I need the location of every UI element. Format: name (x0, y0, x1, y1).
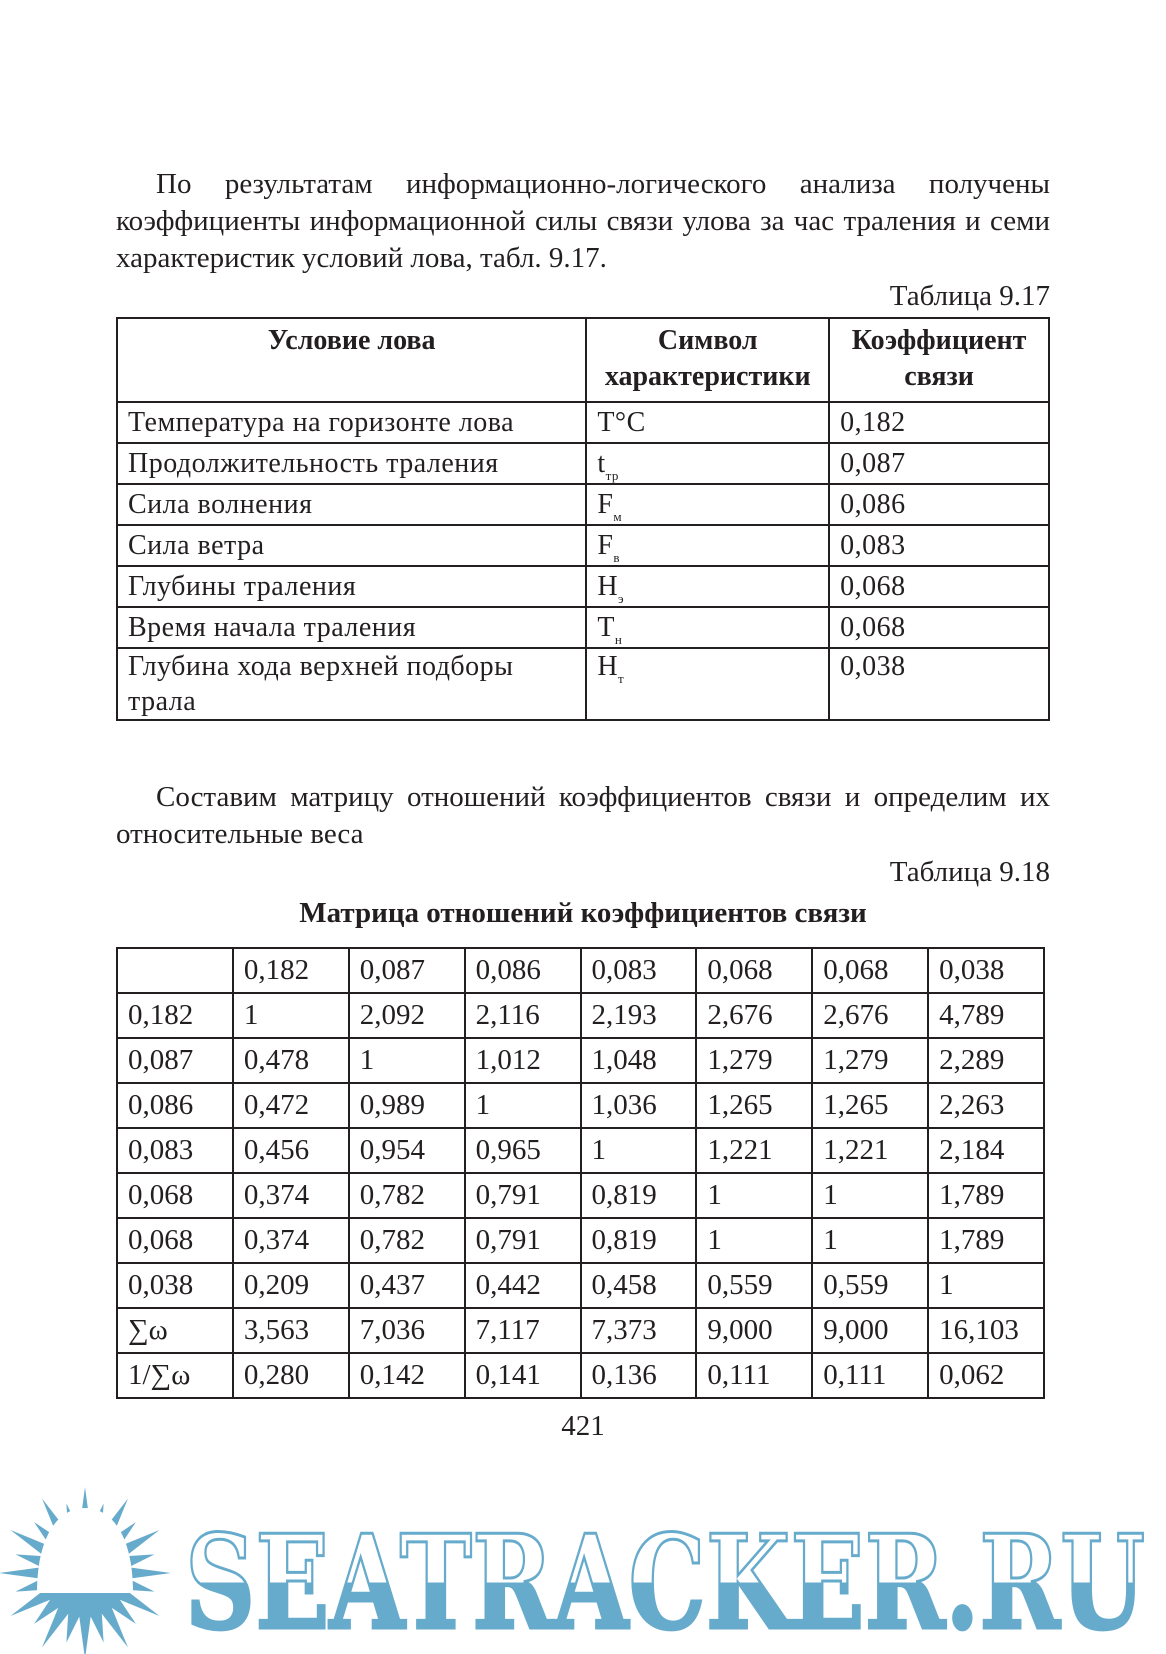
table-9-17 (116, 317, 1050, 721)
matrix-cell: 0,111 (812, 1353, 928, 1398)
matrix-cell: 0,038 (117, 1263, 233, 1308)
table-row (117, 443, 1049, 484)
coefficient-cell: 0,083 (829, 525, 1049, 566)
table-row (117, 525, 1049, 566)
matrix-cell: 1,221 (696, 1128, 812, 1173)
symbol: T°C (597, 407, 646, 438)
matrix-cell: 0,791 (465, 1173, 581, 1218)
matrix-cell: 1 (465, 1083, 581, 1128)
coefficient-cell: 0,068 (829, 566, 1049, 607)
matrix-cell: 1 (233, 993, 349, 1038)
symbol-cell (586, 484, 829, 525)
matrix-cell: 1,279 (812, 1038, 928, 1083)
matrix-cell: 0,182 (117, 993, 233, 1038)
matrix-cell: 0,068 (117, 1218, 233, 1263)
matrix-cell: 2,193 (581, 993, 697, 1038)
watermark-text: SEATRACKER.RU (185, 1506, 1145, 1654)
header-coefficient: Коэффициент связи (829, 318, 1049, 402)
matrix-cell: 0,478 (233, 1038, 349, 1083)
matrix-cell: 1 (696, 1218, 812, 1263)
matrix-cell: 0,086 (465, 948, 581, 993)
matrix-row (117, 1173, 1044, 1218)
matrix-cell: 0,954 (349, 1128, 465, 1173)
matrix-cell: 0,038 (928, 948, 1044, 993)
symbol: F (597, 530, 614, 561)
symbol: t (597, 448, 606, 479)
matrix-cell: 0,141 (465, 1353, 581, 1398)
matrix-cell: 0,472 (233, 1083, 349, 1128)
table-9-17-label: Таблица 9.17 (889, 280, 1050, 312)
matrix-cell: 2,184 (928, 1128, 1044, 1173)
symbol-cell (586, 566, 829, 607)
table-9-18 (116, 947, 1045, 1399)
sun-icon (0, 1487, 171, 1654)
symbol-cell (586, 525, 829, 566)
matrix-cell: ∑ω (117, 1308, 233, 1353)
table-row (117, 402, 1049, 443)
matrix-cell: 1,789 (928, 1218, 1044, 1263)
matrix-cell: 0,819 (581, 1218, 697, 1263)
coefficient-cell: 0,068 (829, 607, 1049, 648)
matrix-cell: 1,265 (812, 1083, 928, 1128)
matrix-cell: 7,036 (349, 1308, 465, 1353)
table-header-row (117, 318, 1049, 402)
coefficient-cell: 0,086 (829, 484, 1049, 525)
symbol-subscript: тр (605, 468, 619, 483)
matrix-cell: 0,083 (117, 1128, 233, 1173)
matrix-row (117, 1308, 1044, 1353)
matrix-cell: 1 (812, 1218, 928, 1263)
table-row (117, 607, 1049, 648)
table-9-18-label: Таблица 9.18 (889, 856, 1050, 888)
matrix-cell: 0,087 (349, 948, 465, 993)
symbol-subscript: в (613, 550, 621, 565)
matrix-cell: 1/∑ω (117, 1353, 233, 1398)
matrix-cell: 1 (349, 1038, 465, 1083)
matrix-cell: 2,676 (812, 993, 928, 1038)
symbol-cell (586, 402, 829, 443)
table-9-18-title: Матрица отношений коэффициентов связи (299, 897, 867, 929)
matrix-cell: 0,086 (117, 1083, 233, 1128)
matrix-row (117, 1353, 1044, 1398)
matrix-cell: 0,087 (117, 1038, 233, 1083)
matrix-cell: 1,265 (696, 1083, 812, 1128)
symbol-subscript: н (614, 632, 623, 647)
symbol-subscript: э (618, 591, 625, 606)
condition-cell: Продолжительность траления (117, 443, 586, 484)
matrix-cell: 1 (928, 1263, 1044, 1308)
condition-cell: Глубина хода верхней подборы трала (117, 648, 586, 720)
matrix-cell: 0,062 (928, 1353, 1044, 1398)
paragraph-text: По результатам информационно-логического анализа получены коэффициенты информационной силы связи улова за час траления и семи характеристик условий лова, табл. 9.17. (116, 168, 1050, 274)
matrix-cell: 0,374 (233, 1173, 349, 1218)
condition-cell: Время начала траления (117, 607, 586, 648)
coefficient-cell: 0,038 (829, 648, 1049, 720)
matrix-cell: 0,083 (581, 948, 697, 993)
matrix-cell: 2,289 (928, 1038, 1044, 1083)
matrix-cell: 1 (581, 1128, 697, 1173)
matrix-cell: 1 (812, 1173, 928, 1218)
seatracker-watermark-logo (0, 1480, 1166, 1654)
page-content (116, 166, 1050, 1443)
symbol: H (597, 571, 619, 602)
matrix-cell: 0,068 (812, 948, 928, 993)
matrix-cell: 0,442 (465, 1263, 581, 1308)
matrix-cell: 0,782 (349, 1218, 465, 1263)
matrix-cell: 3,563 (233, 1308, 349, 1353)
matrix-cell: 0,559 (696, 1263, 812, 1308)
matrix-cell: 0,437 (349, 1263, 465, 1308)
matrix-cell: 0,068 (696, 948, 812, 993)
matrix-header-row (117, 948, 1044, 993)
matrix-cell: 7,117 (465, 1308, 581, 1353)
symbol: F (597, 489, 614, 520)
matrix-cell: 0,111 (696, 1353, 812, 1398)
matrix-cell: 0,965 (465, 1128, 581, 1173)
symbol-cell (586, 607, 829, 648)
paragraph-text: Составим матрицу отношений коэффициентов связи и определим их относительные веса (116, 781, 1050, 850)
matrix-cell (117, 948, 233, 993)
table-row (117, 566, 1049, 607)
matrix-cell: 2,676 (696, 993, 812, 1038)
matrix-cell: 9,000 (696, 1308, 812, 1353)
matrix-row (117, 1128, 1044, 1173)
matrix-cell: 7,373 (581, 1308, 697, 1353)
page-number: 421 (561, 1410, 605, 1442)
matrix-row (117, 1263, 1044, 1308)
matrix-cell: 0,456 (233, 1128, 349, 1173)
matrix-cell: 1,036 (581, 1083, 697, 1128)
matrix-cell: 0,068 (117, 1173, 233, 1218)
matrix-row (117, 1038, 1044, 1083)
coefficient-cell: 0,087 (829, 443, 1049, 484)
matrix-cell: 4,789 (928, 993, 1044, 1038)
symbol-subscript: т (618, 671, 625, 686)
table-row (117, 484, 1049, 525)
matrix-cell: 1,279 (696, 1038, 812, 1083)
matrix-cell: 0,136 (581, 1353, 697, 1398)
table-row (117, 648, 1049, 720)
matrix-cell: 1,048 (581, 1038, 697, 1083)
matrix-cell: 0,791 (465, 1218, 581, 1263)
matrix-cell: 0,374 (233, 1218, 349, 1263)
matrix-cell: 9,000 (812, 1308, 928, 1353)
matrix-cell: 0,142 (349, 1353, 465, 1398)
matrix-cell: 16,103 (928, 1308, 1044, 1353)
matrix-cell: 0,559 (812, 1263, 928, 1308)
coefficient-cell: 0,182 (829, 402, 1049, 443)
symbol-cell (586, 443, 829, 484)
condition-cell: Сила ветра (117, 525, 586, 566)
matrix-cell: 2,092 (349, 993, 465, 1038)
symbol: H (597, 651, 619, 682)
matrix-cell: 0,182 (233, 948, 349, 993)
matrix-cell: 1,012 (465, 1038, 581, 1083)
matrix-cell: 1,221 (812, 1128, 928, 1173)
symbol-cell (586, 648, 829, 720)
matrix-cell: 0,819 (581, 1173, 697, 1218)
matrix-cell: 0,989 (349, 1083, 465, 1128)
condition-cell: Температура на горизонте лова (117, 402, 586, 443)
intro-paragraph (116, 166, 1050, 277)
matrix-cell: 1 (696, 1173, 812, 1218)
symbol-subscript: м (613, 509, 623, 524)
matrix-cell: 0,458 (581, 1263, 697, 1308)
matrix-cell: 0,209 (233, 1263, 349, 1308)
matrix-paragraph (116, 779, 1050, 853)
matrix-cell: 1,789 (928, 1173, 1044, 1218)
header-symbol: Символ характеристики (586, 318, 829, 402)
matrix-row (117, 1218, 1044, 1263)
condition-cell: Глубины траления (117, 566, 586, 607)
symbol: T (597, 612, 615, 643)
matrix-cell: 0,782 (349, 1173, 465, 1218)
matrix-row (117, 1083, 1044, 1128)
matrix-cell: 2,116 (465, 993, 581, 1038)
matrix-row (117, 993, 1044, 1038)
matrix-cell: 2,263 (928, 1083, 1044, 1128)
header-condition: Условие лова (117, 318, 586, 402)
matrix-cell: 0,280 (233, 1353, 349, 1398)
condition-cell: Сила волнения (117, 484, 586, 525)
